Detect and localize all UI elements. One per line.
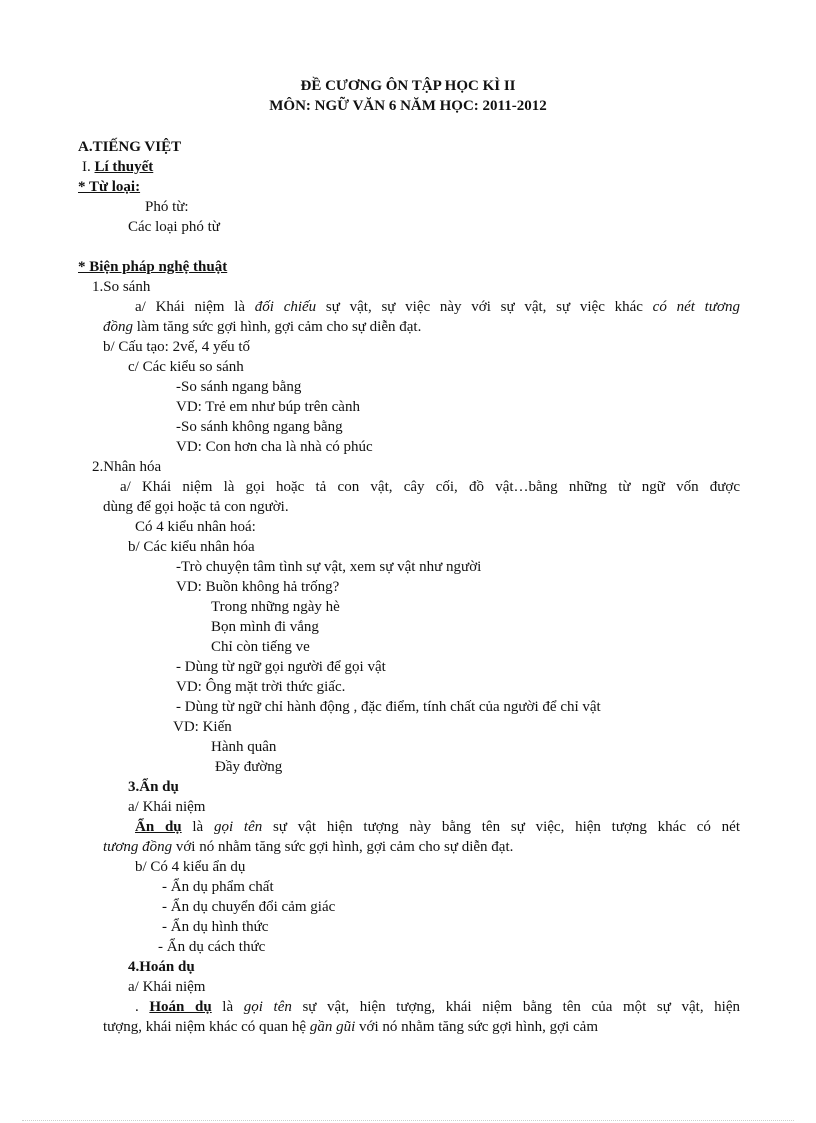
definition-keyword: có nét tương [652, 299, 740, 315]
definition-keyword: gần gũi [309, 1019, 356, 1035]
nhan-hoa-type: - Dùng từ ngữ chỉ hành động , đặc điểm, tính chất của người để chỉ vật [176, 699, 601, 715]
definition-keyword: gọi tên [213, 819, 263, 835]
definition-text: sự vật hiện tượng này bằng tên sự việc, hiện tượng khác có nét [262, 819, 740, 835]
definition-keyword: tương đồng [103, 839, 173, 855]
hoan-du-definition-cont [103, 1017, 598, 1037]
nhan-hoa-title: 2.Nhân hóa [92, 459, 162, 475]
definition-text: a/ Khái niệm là [135, 299, 255, 315]
an-du-types-title: b/ Có 4 kiểu ẩn dụ [135, 859, 246, 875]
nhan-hoa-example: VD: Kiến [173, 719, 232, 735]
so-sanh-definition-cont [103, 317, 421, 337]
definition-text: sự vật, sự việc này với sự vật, sự việc khác [316, 299, 653, 315]
an-du-concept: a/ Khái niệm [128, 799, 206, 815]
an-du-type: - Ẩn dụ cách thức [158, 939, 266, 955]
so-sanh-type: -So sánh ngang bằng [176, 379, 302, 395]
definition-keyword: đối chiếu [254, 299, 317, 315]
definition-keyword: đồng [103, 319, 133, 335]
nhan-hoa-example: Chỉ còn tiếng ve [211, 639, 310, 655]
part-i-heading [82, 157, 153, 177]
nhan-hoa-definition-cont: dùng để gọi hoặc tả con người. [103, 499, 289, 515]
nhan-hoa-example: Hành quân [211, 739, 277, 755]
so-sanh-type: -So sánh không ngang bằng [176, 419, 343, 435]
so-sanh-example: VD: Con hơn cha là nhà có phúc [176, 439, 373, 455]
nhan-hoa-example: VD: Ông mặt trời thức giấc. [176, 679, 346, 695]
so-sanh-title: 1.So sánh [92, 279, 151, 295]
an-du-type: - Ẩn dụ phẩm chất [162, 879, 274, 895]
word-class-heading: * Từ loại: [78, 179, 141, 195]
doc-subtitle: MÔN: NGỮ VĂN 6 NĂM HỌC: 2011-2012 [269, 98, 547, 114]
nhan-hoa-type: - Dùng từ ngữ gọi người để gọi vật [176, 659, 386, 675]
so-sanh-definition [135, 297, 740, 317]
nhan-hoa-definition: a/ Khái niệm là gọi hoặc tả con vật, cây cối, đồ vật…bằng những từ ngữ vốn được [120, 479, 740, 495]
definition-keyword: gọi tên [243, 999, 292, 1015]
an-du-title: 3.Ẩn dụ [128, 779, 179, 795]
an-du-definition [135, 817, 740, 837]
nhan-hoa-count: Có 4 kiểu nhân hoá: [135, 519, 256, 535]
nhan-hoa-example: VD: Buồn không hả trống? [176, 579, 340, 595]
doc-title: ĐỀ CƯƠNG ÔN TẬP HỌC KÌ II [300, 78, 516, 94]
so-sanh-example: VD: Trẻ em như búp trên cành [176, 399, 360, 415]
definition-text: với nó nhằm tăng sức gợi hình, gợi cảm cho sự diễn đạt. [172, 839, 514, 855]
hoan-du-concept: a/ Khái niệm [128, 979, 206, 995]
word-class-line: Phó từ: [145, 199, 189, 215]
an-du-definition-cont [103, 837, 513, 857]
definition-text: làm tăng sức gợi hình, gợi cảm cho sự diễn đạt. [133, 319, 422, 335]
definition-text: sự vật, hiện tượng, khái niệm bằng tên của một sự vật, hiện [291, 999, 741, 1015]
nhan-hoa-example: Bọn mình đi vắng [211, 619, 319, 635]
definition-text: là [181, 819, 214, 835]
definition-text: với nó nhằm tăng sức gợi hình, gợi cảm [355, 1019, 598, 1035]
page-bottom-divider [22, 1120, 794, 1121]
nhan-hoa-example: Đầy đường [215, 759, 283, 775]
section-a-heading: A.TIẾNG VIỆT [78, 139, 182, 155]
word-class-line: Các loại phó từ [128, 219, 220, 235]
so-sanh-types-title: c/ Các kiểu so sánh [128, 359, 244, 375]
hoan-du-title: 4.Hoán dụ [128, 959, 195, 975]
rhetoric-heading: * Biện pháp nghệ thuật [78, 259, 228, 275]
an-du-type: - Ẩn dụ hình thức [162, 919, 269, 935]
part-i-number: I. [82, 159, 91, 175]
nhan-hoa-example: Trong những ngày hè [211, 599, 340, 615]
nhan-hoa-type: -Trò chuyện tâm tình sự vật, xem sự vật như người [176, 559, 482, 575]
part-i-title: Lí thuyết [94, 159, 154, 175]
definition-term: Ẩn dụ [135, 819, 182, 835]
hoan-du-definition [135, 997, 740, 1017]
nhan-hoa-types-title: b/ Các kiểu nhân hóa [128, 539, 255, 555]
definition-text: . [135, 999, 150, 1015]
so-sanh-structure: b/ Cấu tạo: 2vế, 4 yếu tố [103, 339, 251, 355]
definition-text: là [211, 999, 244, 1015]
an-du-type: - Ẩn dụ chuyển đổi cảm giác [162, 899, 336, 915]
definition-term: Hoán dụ [149, 999, 212, 1015]
definition-text: tượng, khái niệm khác có quan hệ [103, 1019, 310, 1035]
